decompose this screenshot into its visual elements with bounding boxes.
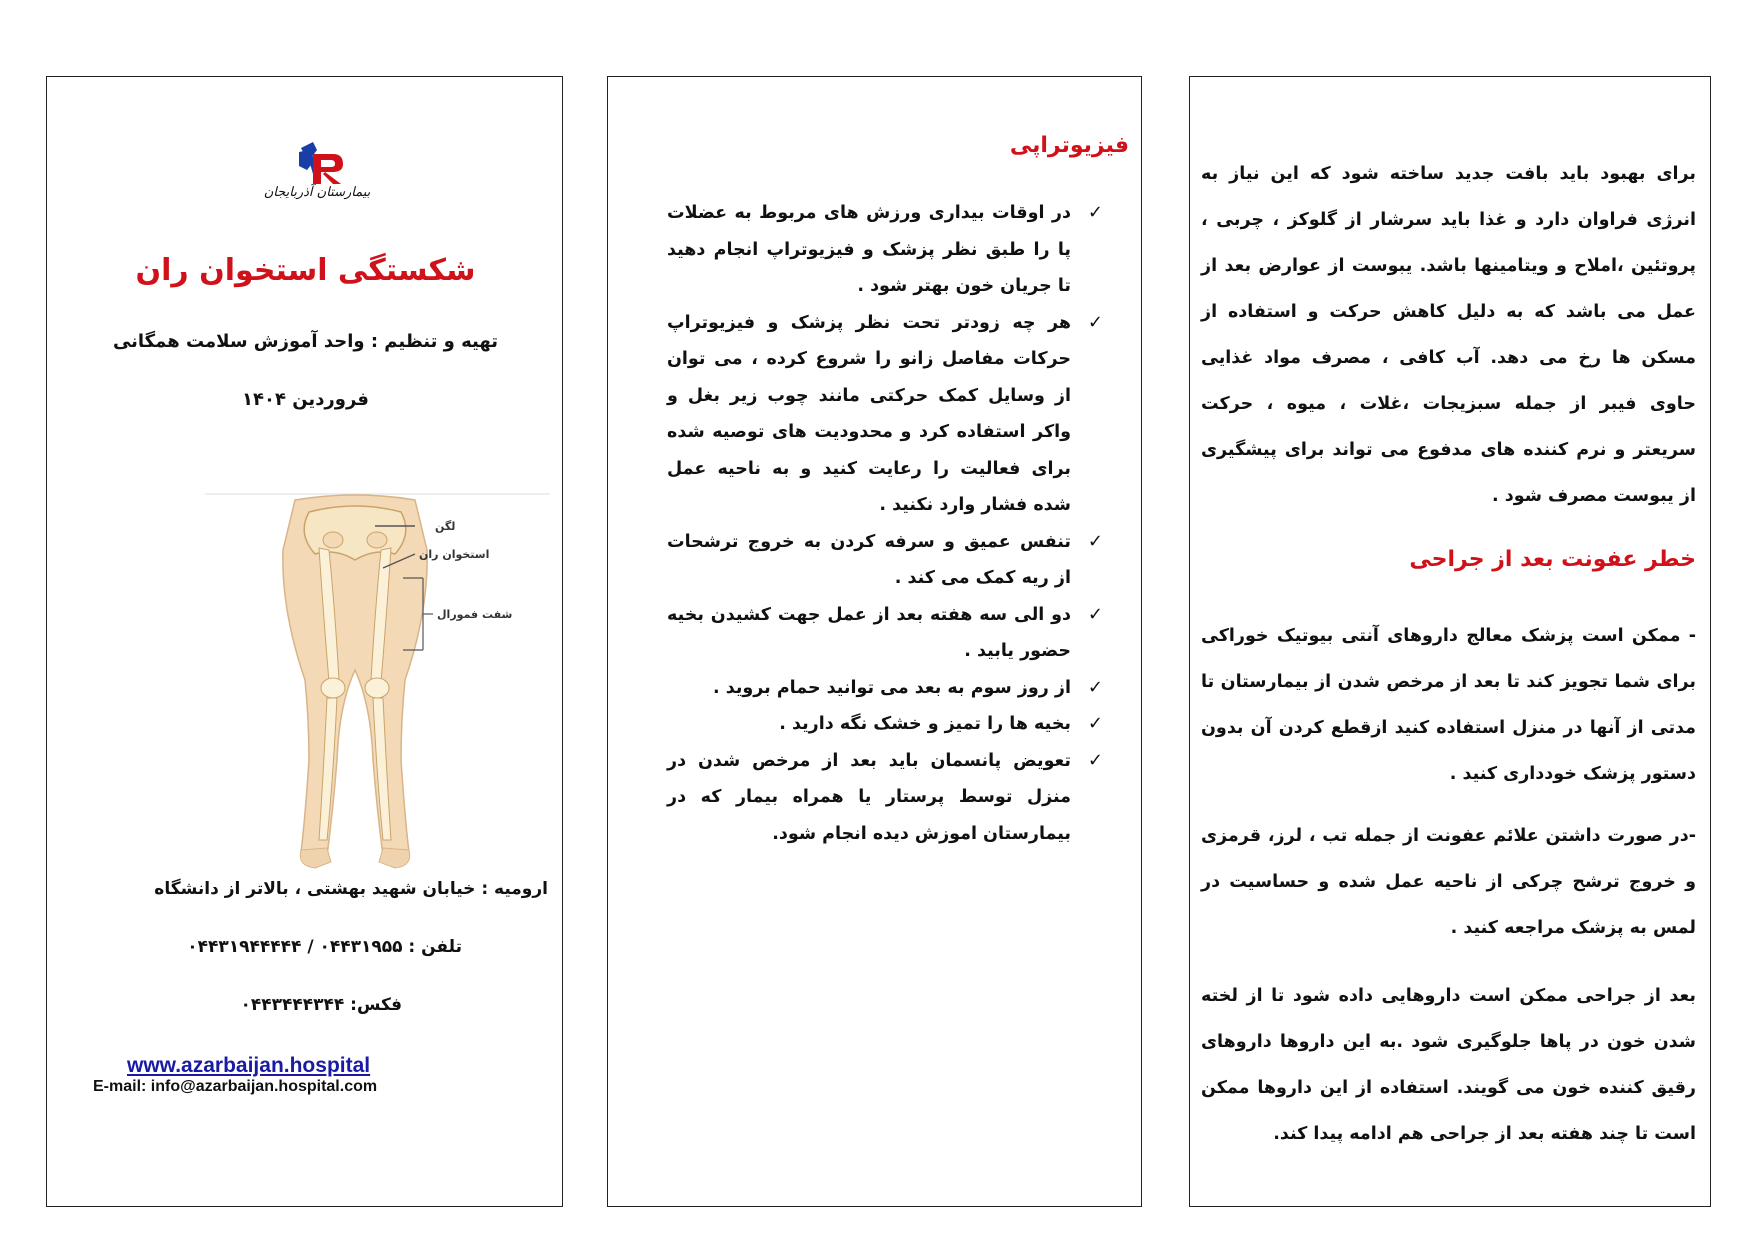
check-mark-icon: ✓ [1087, 749, 1103, 771]
list-item [667, 524, 1107, 597]
list-item [667, 195, 1107, 305]
email-line[interactable]: E-mail: info@azarbaijan.hospital.com [93, 1078, 378, 1095]
publish-date: فروردین ۱۴۰۴ [242, 389, 369, 410]
check-mark-icon: ✓ [1087, 676, 1103, 698]
phone-line: تلفن : ۰۴۴۳۱۹۵۵ / ۰۴۴۳۱۹۴۴۴۴۴ [187, 937, 462, 957]
infection-signs-paragraph: -در صورت داشتن علائم عفونت از جمله تب ، لرز، قرمزی و خروج ترشح چرکی از ناحیه عمل شده و حساسیت در لمس به پزشک مراجعه کنید . [1201, 826, 1696, 938]
list-item-text: تعویض پانسمان باید بعد از مرخص شدن در منزل توسط پرستار یا همراه بیمار که در بیمارستان اموزش دیده انجام شود. [667, 750, 1071, 844]
list-item-text: در اوقات بیداری ورزش های مربوط به عضلات پا را طبق نظر پزشک و فیزیوتراپ انجام دهید تا جریان خون بهتر شود . [667, 203, 1071, 296]
list-item [667, 743, 1107, 853]
fax-line: فکس: ۰۴۴۳۴۴۴۳۴۴ [240, 995, 402, 1015]
check-mark-icon: ✓ [1087, 713, 1103, 734]
check-mark-icon: ✓ [1087, 202, 1103, 223]
care-info-panel [1189, 76, 1711, 1207]
brochure-title: شکستگی استخوان ران [135, 253, 476, 288]
logo-caption: بیمارستان آذربایجان [263, 185, 371, 200]
femur-illustration [205, 490, 550, 870]
antibiotics-paragraph: - ممکن است پزشک معالج داروهای آنتی بیوتیک خوراکی برای شما تجویز کند تا بعد از مرخص شدن از بیمارستان تا مدتی از آنها در منزل استفاده کنید ازقطع کردن آن بدون دستور پزشک خودداری کنید . [1201, 626, 1696, 784]
cover-panel [46, 76, 563, 1207]
physiotherapy-panel [607, 76, 1142, 1207]
check-mark-icon: ✓ [1087, 603, 1103, 625]
illustration-label-pelvis: لگن [435, 520, 456, 533]
list-item-text: بخیه ها را تمیز و خشک نگه دارید . [779, 714, 1071, 734]
list-item-text: تنفس عمیق و سرفه کردن به خروج ترشحات از ریه کمک می کند . [667, 531, 1071, 588]
anticoagulant-paragraph: بعد از جراحی ممکن است داروهایی داده شود تا از لخته شدن خون در پاها جلوگیری شود .به این داروها داروهای رقیق کننده خون می گویند. استفاده از این داروها ممکن است تا چند هفته بعد از جراحی هم ادامه پیدا کند. [1201, 986, 1696, 1144]
illustration-label-femoral-shaft: شفت فمورال [437, 608, 513, 621]
list-item-text: هر چه زودتر تحت نظر پزشک و فیزیوتراپ حرکات مفاصل زانو را شروع کرده ، می توان از وسایل کمک حرکتی مانند چوب زیر بغل و واکر استفاده کرد و محدودیت های توصیه شده برای فعالیت را رعایت کنید و به ناحیه عمل شده فشار وارد نکنید . [667, 312, 1071, 515]
hospital-logo-icon [287, 140, 351, 190]
illustration-label-femur: استخوان ران [419, 548, 490, 561]
physiotherapy-heading: فیزیوتراپی [1009, 133, 1129, 158]
list-item [667, 706, 1107, 743]
list-item-text: دو الی سه هفته بعد از عمل جهت کشیدن بخیه حضور یابید . [667, 604, 1071, 661]
list-item [667, 597, 1107, 670]
check-mark-icon: ✓ [1087, 530, 1103, 552]
nutrition-paragraph: برای بهبود باید بافت جدید ساخته شود که این نیاز به انرژی فراوان دارد و غذا باید سرشار از گلوکز ، چربی ، پروتئین ،املاح و ویتامینها باشد. یبوست از عوارض بعد از عمل می باشد که به دلیل کاهش حرکت و استفاده از مسکن ها رخ می دهد. آب کافی ، مصرف مواد غذایی حاوی فیبر از جمله سبزیجات ،غلات ، میوه ، حرکت سریعتر و نرم کننده های مدفوع می تواند برای پیشگیری از یبوست مصرف شود . [1201, 164, 1696, 506]
infection-heading: خطر عفونت بعد از جراحی [1409, 547, 1696, 572]
physiotherapy-list [667, 195, 1107, 852]
website-link[interactable]: www.azarbaijan.hospital [127, 1054, 371, 1077]
list-item [667, 670, 1107, 707]
check-mark-icon: ✓ [1087, 311, 1103, 333]
prepared-by: تهیه و تنظیم : واحد آموزش سلامت همگانی [112, 331, 499, 352]
list-item [667, 305, 1107, 524]
list-item-text: از روز سوم به بعد می توانید حمام بروید . [713, 677, 1071, 698]
address-line: ارومیه : خیابان شهید بهشتی ، بالاتر از دانشگاه [154, 879, 548, 899]
